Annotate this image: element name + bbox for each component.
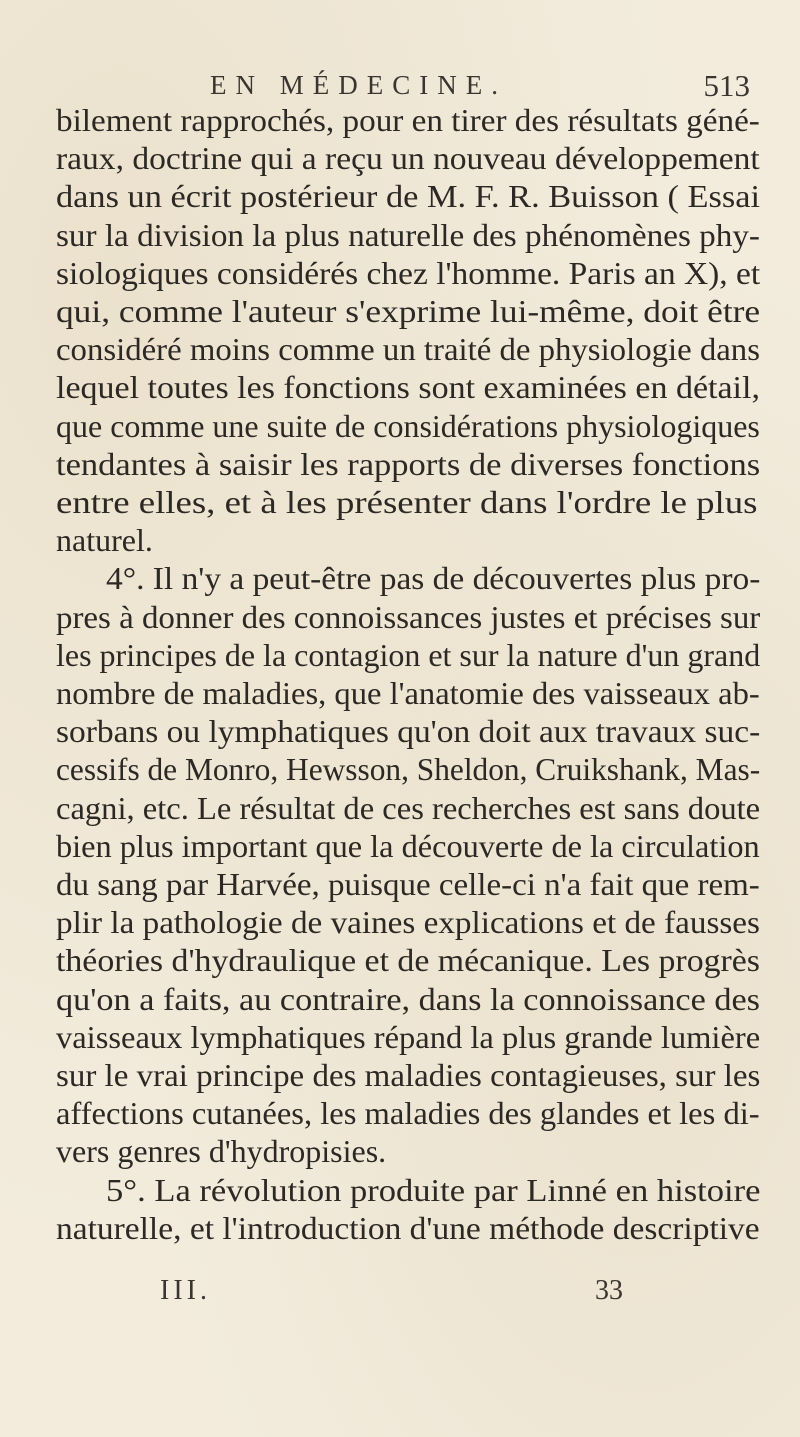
text-line: tendantes à saisir les rapports de diverses fonctions [56,445,761,482]
page-footer [0,1275,800,1325]
text-line: siologiques considérés chez l'homme. Paris an X), et [56,254,761,291]
running-title: EN MÉDECINE. [210,70,507,100]
text-line: lequel toutes les fonctions sont examinées en détail, [56,369,760,406]
text-line: nombre de maladies, que l'anatomie des vaisseaux ab- [56,675,760,711]
catchword: 33 [595,1275,623,1306]
text-line: 4°. Il n'y a peut-être pas de découvertes plus pro- [106,560,761,597]
text-line: cagni, etc. Le résultat de ces recherches est sans doute [56,789,761,826]
text-line: qui, comme l'auteur s'exprime lui-même, doit être [56,293,761,329]
text-line: cessifs de Monro, Hewsson, Sheldon, Cruikshank, Mas- [56,751,761,788]
text-line: que comme une suite de considérations physiologiques [56,407,760,444]
text-line: plir la pathologie de vaines explications et de fausses [56,904,760,941]
text-line: vaisseaux lymphatiques répand la plus grande lumière [56,1018,761,1055]
text-line: sur le vrai principe des maladies contagieuses, sur les [56,1057,761,1093]
text-line: pres à donner des connoissances justes et précises sur [56,598,761,635]
text-line: naturelle, et l'introduction d'une méthode descriptive [56,1209,760,1246]
text-line: du sang par Harvée, puisque celle-ci n'a fait que rem- [56,866,760,902]
page-number: 513 [703,68,750,103]
text-line: théories d'hydraulique et de mécanique. Les progrès [56,942,760,979]
text-line: vers genres d'hydropisies. [56,1133,387,1170]
text-line: qu'on a faits, au contraire, dans la connoissance des [56,980,760,1017]
text-line: affections cutanées, les maladies des glandes et les di- [56,1095,760,1132]
text-line: sur la division la plus naturelle des phénomènes phy- [56,216,760,253]
signature-mark: III. [160,1275,211,1306]
text-line: dans un écrit postérieur de M. F. R. Buisson ( Essai [56,178,761,215]
text-line: 5°. La révolution produite par Linné en histoire [106,1171,761,1208]
text-line: considéré moins comme un traité de physiologie dans [56,331,760,368]
text-line: bien plus important que la découverte de la circulation [56,827,760,864]
text-line: sorbans ou lymphatiques qu'on doit aux travaux suc- [56,713,761,750]
text-line: raux, doctrine qui a reçu un nouveau développement [56,140,760,177]
text-line: bilement rapprochés, pour en tirer des résultats géné- [56,102,760,138]
text-line: entre elles, et à les présenter dans l'ordre le plus [56,484,758,520]
text-line: les principes de la contagion et sur la nature d'un grand [56,636,761,673]
text-line: naturel. [56,522,153,559]
